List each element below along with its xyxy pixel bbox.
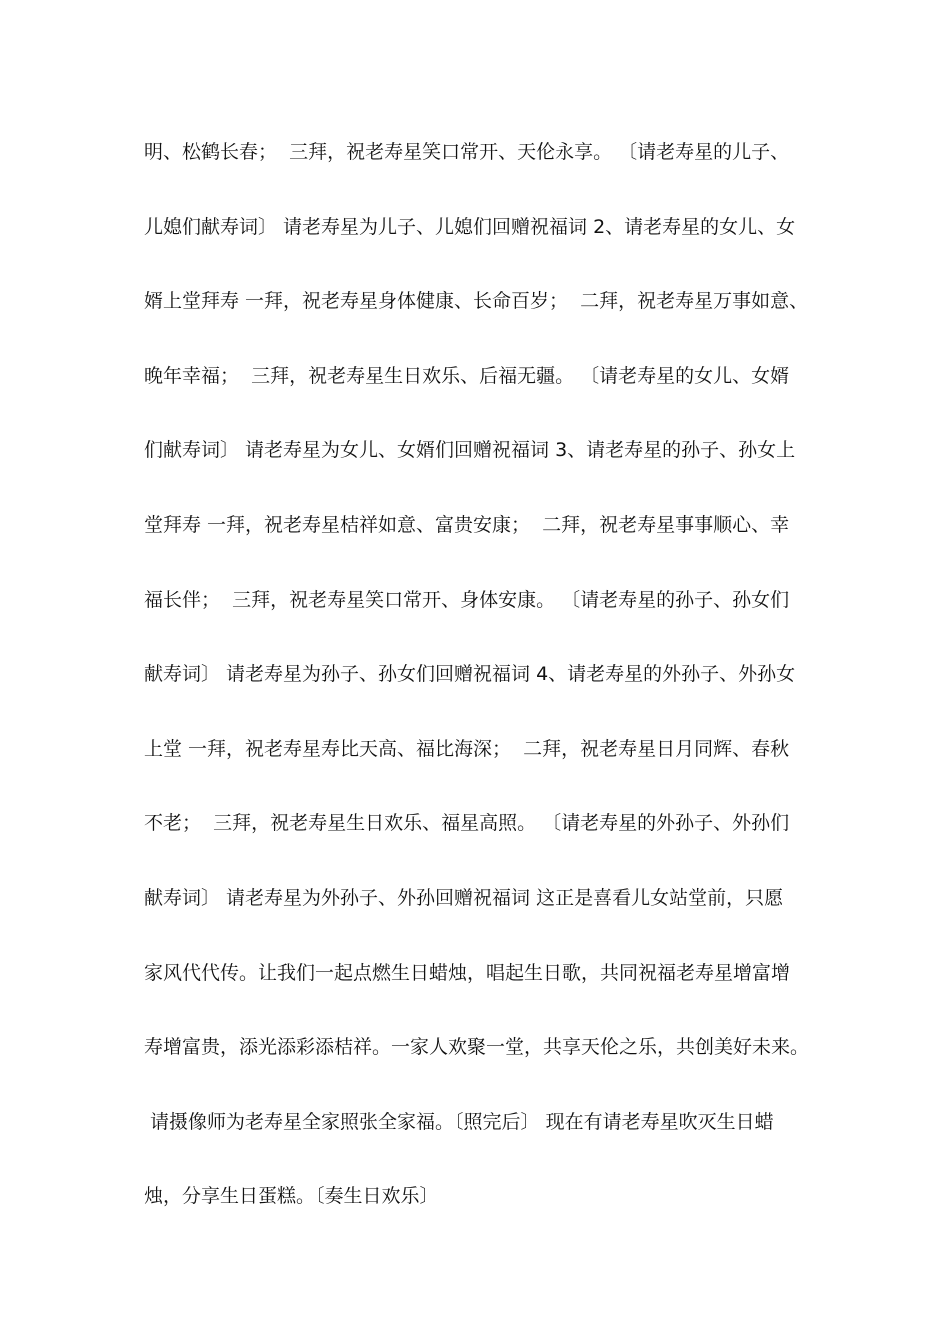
text-line: 献寿词〕 请老寿星为孙子、孙女们回赠祝福词 4、请老寿星的外孙子、外孙女 [144,663,796,686]
text-line: 晚年幸福； 三拜，祝老寿星生日欢乐、后福无疆。 〔请老寿星的女儿、女婿 [144,364,790,387]
text-line: 家风代代传。让我们一起点燃生日蜡烛，唱起生日歌，共同祝福老寿星增富增 [144,961,791,984]
text-line: 献寿词〕 请老寿星为外孙子、外孙回赠祝福词 这正是喜看儿女站堂前，只愿 [144,886,784,909]
text-line: 们献寿词〕 请老寿星为女儿、女婿们回赠祝福词 3、请老寿星的孙子、孙女上 [144,439,796,462]
text-line: 不老； 三拜，祝老寿星生日欢乐、福星高照。 〔请老寿星的外孙子、外孙们 [144,812,790,835]
body-text [144,132,814,1251]
text-line: 明、松鹤长春； 三拜，祝老寿星笑口常开、天伦永享。 〔请老寿星的儿子、 [144,141,790,163]
text-line: 婿上堂拜寿 一拜，祝老寿星身体健康、长命百岁； 二拜，祝老寿星万事如意、 [144,290,809,313]
text-line: 寿增富贵，添光添彩添桔祥。一家人欢聚一堂，共享天伦之乐，共创美好未来。 [144,1036,810,1059]
text-line: 堂拜寿 一拜，祝老寿星桔祥如意、富贵安康； 二拜，祝老寿星事事顺心、幸 [144,513,790,536]
text-line: 烛，分享生日蛋糕。〔奏生日欢乐〕 [144,1185,439,1208]
text-line: 上堂 一拜，祝老寿星寿比天高、福比海深； 二拜，祝老寿星日月同辉、春秋 [144,737,790,760]
text-line: 请摄像师为老寿星全家照张全家福。〔照完后〕 现在有请老寿星吹灭生日蜡 [144,1110,774,1133]
text-line: 儿媳们献寿词〕 请老寿星为儿子、儿媳们回赠祝福词 2、请老寿星的女儿、女 [144,215,796,238]
text-line: 福长伴； 三拜，祝老寿星笑口常开、身体安康。 〔请老寿星的孙子、孙女们 [144,588,790,611]
